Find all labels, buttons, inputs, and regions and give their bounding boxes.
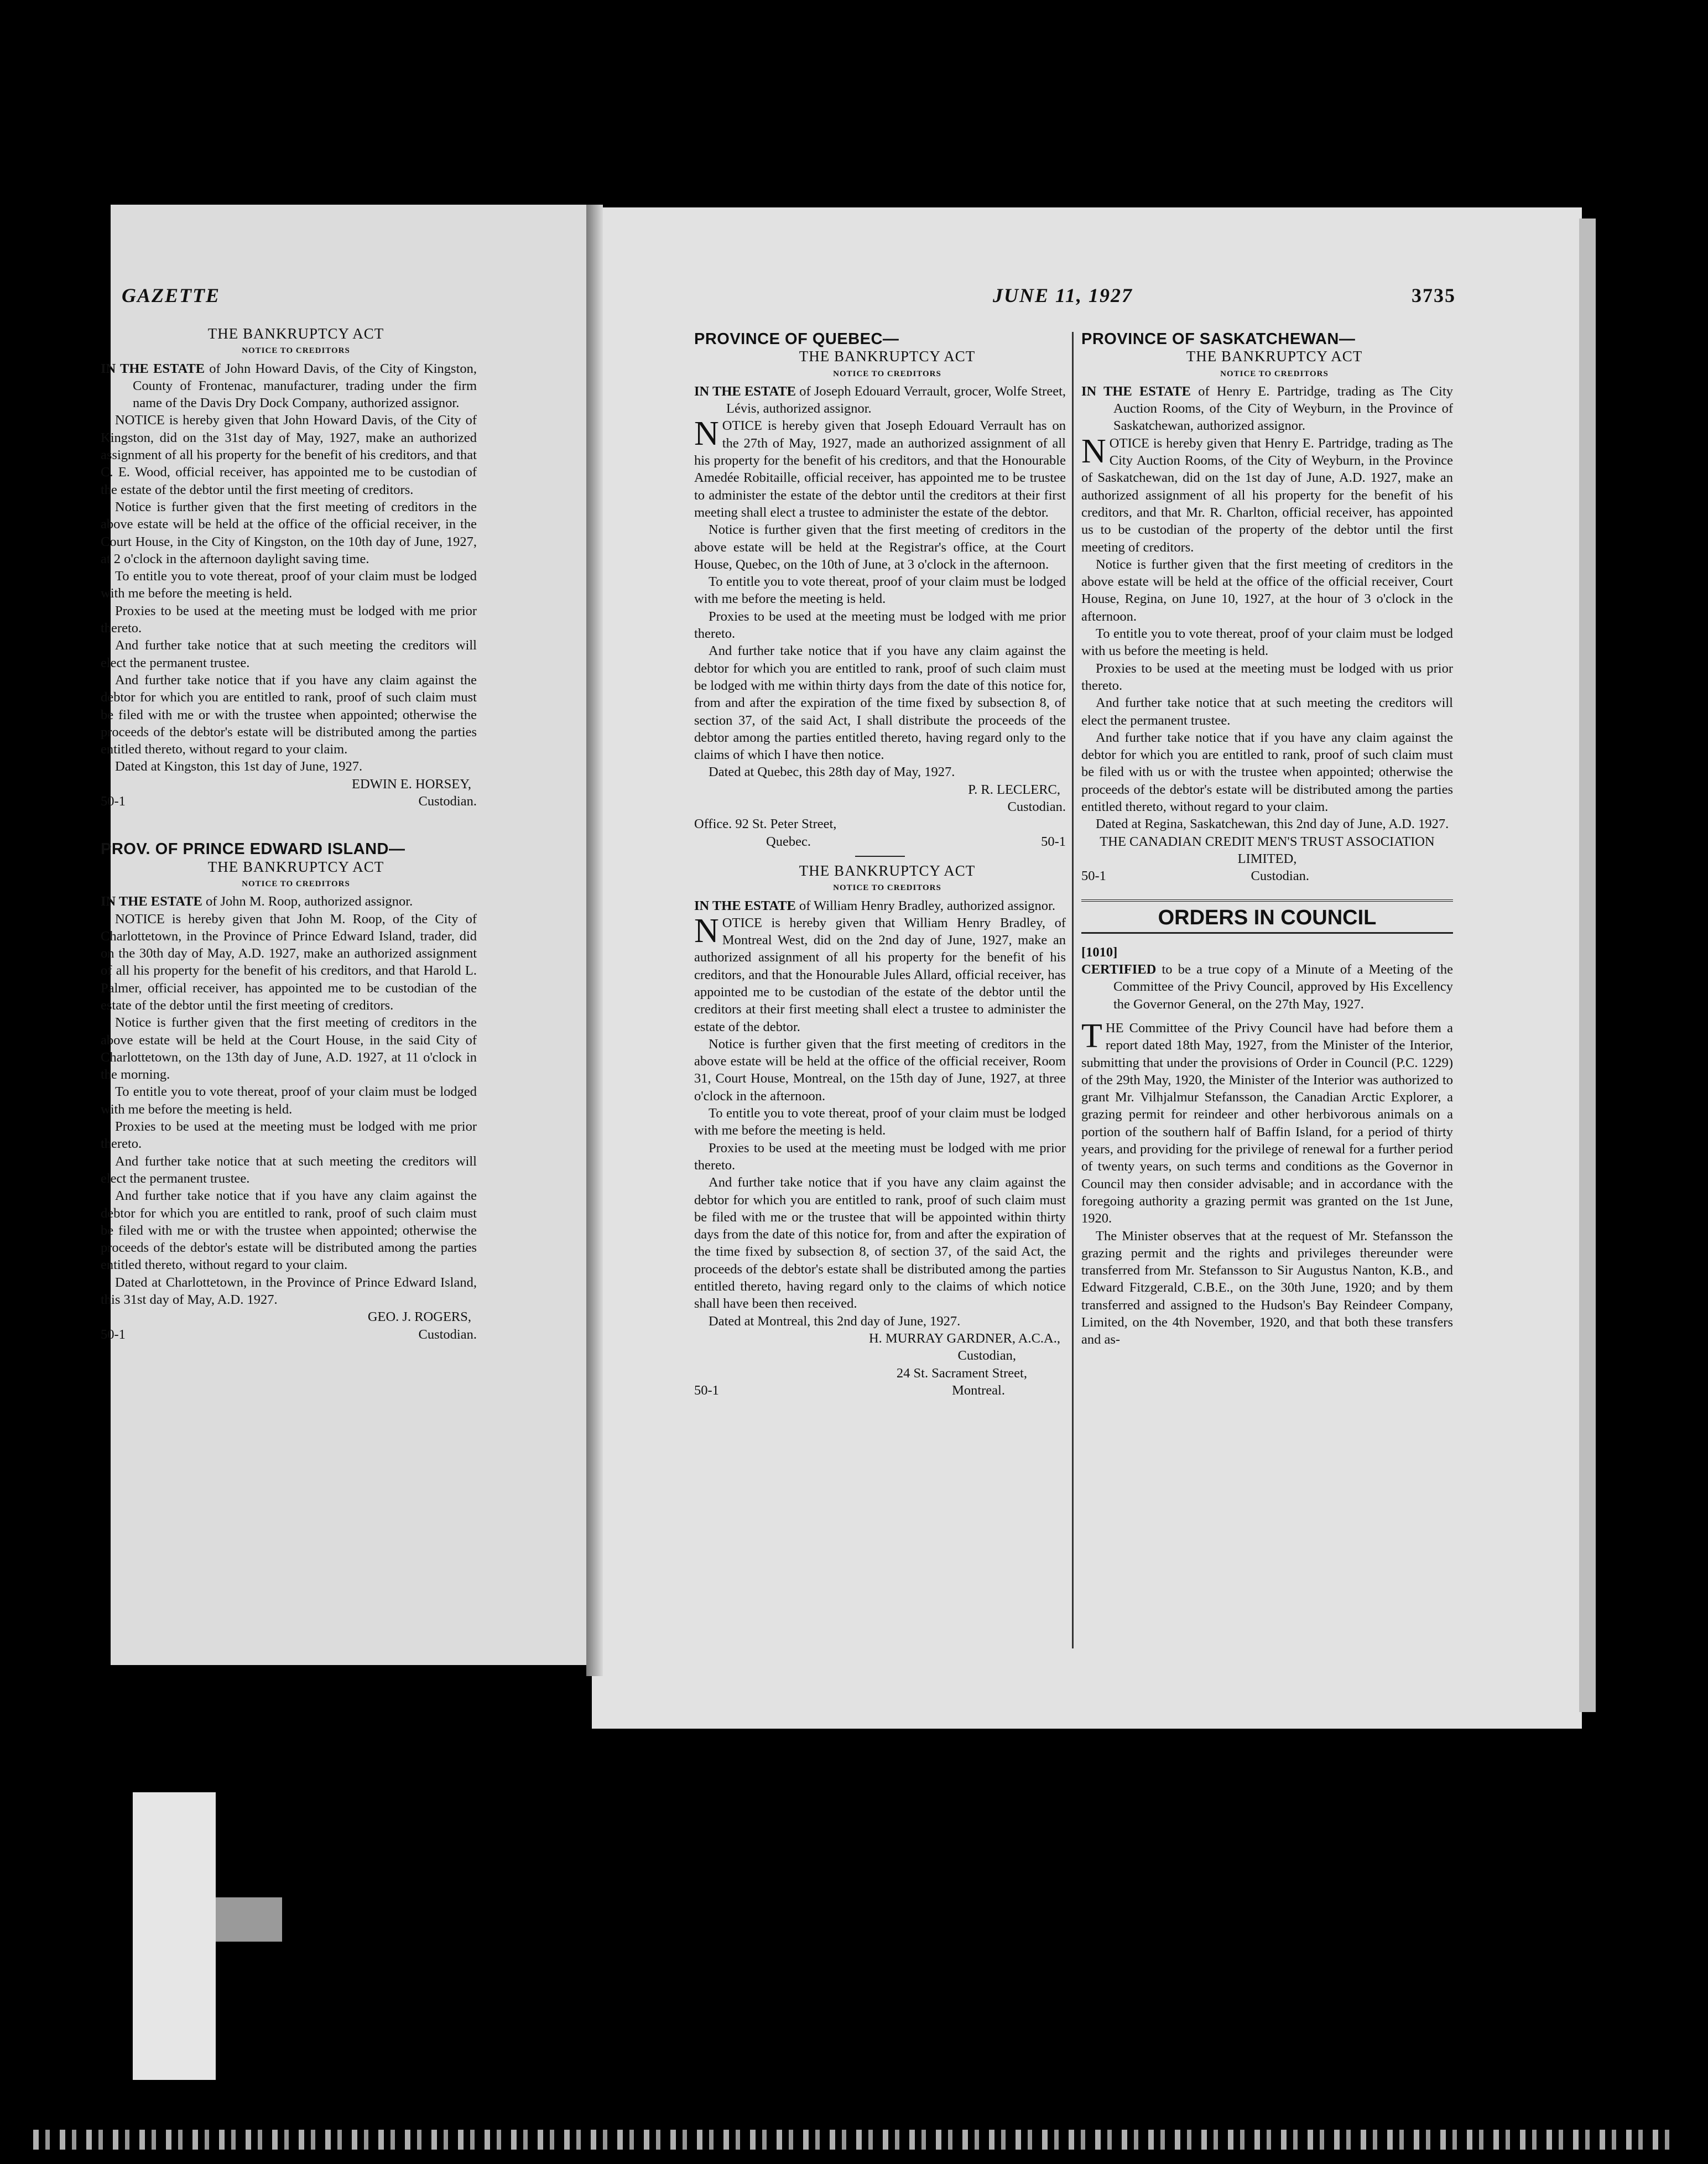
estate-line: IN THE ESTATE of Henry E. Partridge, trading as The City Auction Rooms, of the City of Weyburn, in the Province of Saskatchewan, authorized assignor. [1081, 383, 1453, 434]
signatory-role: Custodian. [418, 794, 477, 809]
signature-row [694, 1382, 1066, 1399]
notice-heading: NOTICE TO CREDITORS [242, 346, 350, 356]
notice-heading: NOTICE TO CREDITORS [1220, 369, 1329, 378]
signatory-name: THE CANADIAN CREDIT MEN'S TRUST ASSOCIATION LIMITED, [1100, 834, 1435, 866]
notice-heading: NOTICE TO CREDITORS [833, 883, 941, 893]
notice-number: 50-1 [1041, 834, 1066, 849]
notice-paragraph: NOTICE is hereby given that Henry E. Partridge, trading as The City Auction Rooms, of the City of Weyburn, in the Province of Saskatchewan, did on the 1st day of June, A.D. 1927, make an authorized assignment of all his property for the benefit of his creditors, and that Mr. R. Charlton, official receiver, has appointed us to be custodian of the property of the debtor until the first meeting of creditors. [1081, 432, 1453, 555]
dated-line: Dated at Kingston, this 1st day of June, 1927. [115, 759, 363, 774]
paragraph: Proxies to be used at the meeting must be lodged with us prior thereto. [1081, 660, 1453, 693]
notice-number: 50-1 [101, 794, 126, 809]
notice-number: 50-1 [694, 1382, 719, 1398]
paragraph: To entitle you to vote thereat, proof of your claim must be lodged with me before the meeting is held. [101, 1084, 477, 1117]
paragraph: And further take notice that if you have any claim against the debtor for which you are entitled to rank, proof of such claim must be lodged with me within thirty days from the date of this notice for, from and after the expiration of the time fixed by subsection 8, of section 37, of the said Act, I shall distribute the proceeds of the debtor among the parties entitled thereto, having regard only to the claims of which I have then notice. [694, 643, 1066, 763]
right-column [1081, 331, 1453, 1349]
paragraph: And further take notice that at such meeting the creditors will elect the permanent trustee. [101, 1153, 477, 1186]
notice-heading: NOTICE TO CREDITORS [242, 879, 350, 888]
dated-line: Dated at Charlottetown, in the Province of Prince Edward Island, this 31st day of May, A.D. 1927. [101, 1275, 477, 1308]
act-heading: THE BANKRUPTCY ACT [207, 858, 384, 875]
column-rule [1072, 332, 1074, 1648]
signatory-name: GEO. J. ROGERS, [367, 1309, 471, 1325]
signatory-name: EDWIN E. HORSEY, [352, 776, 471, 792]
left-column [101, 325, 477, 1664]
paragraph: To entitle you to vote thereat, proof of your claim must be lodged with us before the meeting is held. [1081, 626, 1453, 659]
running-head-left: GAZETTE [122, 284, 221, 306]
paragraph: Proxies to be used at the meeting must be lodged with me prior thereto. [694, 1140, 1066, 1173]
paragraph: And further take notice that at such meeting the creditors will elect the permanent trustee. [1081, 695, 1453, 728]
estate-line: IN THE ESTATE of John M. Roop, authorized assignor. [101, 894, 413, 909]
paragraph: And further take notice that at such meeting the creditors will elect the permanent trustee. [101, 638, 477, 670]
paragraph: Notice is further given that the first meeting of creditors in the above estate will be held at the Registrar's office, at the Court House, Quebec, on the 10th of June, at 3 o'clock in the afternoon. [694, 522, 1066, 572]
paragraph: And further take notice that if you have any claim against the debtor for which you are entitled to rank, proof of such claim must be filed with me or with the trustee when appointed; otherwise the proceeds of the debtor's estate will be distributed among the parties entitled thereto, without regard to your claim. [101, 672, 477, 757]
dated-line: Dated at Regina, Saskatchewan, this 2nd day of June, A.D. 1927. [1096, 816, 1449, 832]
estate-line: IN THE ESTATE of William Henry Bradley, authorized assignor. [694, 898, 1055, 913]
paragraph: Notice is further given that the first meeting of creditors in the above estate will be held at the office of the official receiver, Court House, Regina, on June 10, 1927, at the hour of 3 o'clock in the afternoon. [1081, 556, 1453, 624]
signatory-name: H. MURRAY GARDNER, A.C.A., [868, 1330, 1060, 1346]
notice-number: 50-1 [1081, 868, 1106, 884]
act-heading: THE BANKRUPTCY ACT [799, 348, 976, 365]
paragraph: The Minister observes that at the request of Mr. Stefansson the grazing permit and the rights and privileges thereunder were transferred from Mr. Stefansson to Sir Augustus Nanton, K.B., and Edward Fitzgerald, C.B.E., on the 30th June, 1920; and by them transferred and assigned to the Hudson's Bay Reindeer Company, Limited, on the 4th November, 1920, and that both these transfers and as- [1081, 1228, 1453, 1348]
page-fold [586, 205, 603, 1676]
paragraph: To entitle you to vote thereat, proof of your claim must be lodged with me before the meeting is held. [694, 1106, 1066, 1138]
drop-cap: N [694, 912, 719, 950]
office-city-row [694, 833, 1066, 850]
signature-row [1081, 867, 1453, 885]
signatory-city: Montreal. [952, 1382, 1005, 1398]
order-number: [1010] [1081, 944, 1118, 960]
paragraph: To entitle you to vote thereat, proof of your claim must be lodged with me before the meeting is held. [694, 574, 1066, 607]
running-head-date: JUNE 11, 1927 [993, 284, 1133, 306]
film-edge-noise [33, 2130, 1670, 2150]
dated-line: Dated at Quebec, this 28th day of May, 1927. [709, 764, 955, 780]
estate-line: IN THE ESTATE of John Howard Davis, of the City of Kingston, County of Frontenac, manufacturer, trading under the firm name of the Davis Dry Dock Company, authorized assignor. [101, 361, 477, 411]
page-number: 3735 [1412, 284, 1456, 306]
paragraph: Notice is further given that the first meeting of creditors in the above estate will be held at the Court House, in the said City of Charlottetown, on the 13th day of June, A.D. 1927, at 11 o'clock in the morning. [101, 1015, 477, 1083]
order-paragraph: THE Committee of the Privy Council have had before them a report dated 18th May, 1927, from the Minister of the Interior, submitting that under the provisions of Order in Council (P.C. 1229) of the 29th May, 1920, the Minister of the Interior was authorized to grant Mr. Vilhjalmur Stefansson, the Canadian Arctic Explorer, a grazing permit for reindeer and other herbivorous animals on a portion of the southern half of Baffin Island, for a period of thirty years, and providing for the privilege of renewal for a further period of twenty years, on such terms and conditions as the Governor in Council may then consider advisable; and in accordance with the foregoing authority a grazing permit was granted on the 1st June, 1920. [1081, 1017, 1453, 1226]
signatory-role: Custodian. [418, 1327, 477, 1342]
paragraph: To entitle you to vote thereat, proof of your claim must be lodged with me before the meeting is held. [101, 569, 477, 601]
paragraph: And further take notice that if you have any claim against the debtor for which you are entitled to rank, proof of such claim must be filed with us or with the trustee when appointed; otherwise the proceeds of the debtor's estate will be distributed among the parties entitled thereto, without regard to your claim. [1081, 730, 1453, 815]
middle-column [694, 331, 1066, 1399]
paragraph: Proxies to be used at the meeting must be lodged with me prior thereto. [101, 603, 477, 636]
notice-paragraph: NOTICE is hereby given that Joseph Edouard Verrault has on the 27th of May, 1927, made an authorized assignment of all his property for the benefit of his creditors, and that the Honourable Amedée Robitaille, official receiver, has appointed me to be trustee to administer the estate of the debtor until the creditors at their first meeting shall elect a trustee to administer the estate of the debtor. [694, 415, 1066, 520]
drop-cap: T [1081, 1017, 1102, 1055]
paragraph: Proxies to be used at the meeting must be lodged with me prior thereto. [101, 1119, 477, 1152]
paragraph: And further take notice that if you have any claim against the debtor for which you are entitled to rank, proof of such claim must be filed with me or with the trustee when appointed; otherwise the proceeds of the debtor's estate will be distributed among the parties entitled thereto, without regard to your claim. [101, 1188, 477, 1273]
signatory-address: 24 St. Sacrament Street, [896, 1365, 1027, 1381]
drop-cap: N [1081, 432, 1106, 470]
page-edge [1579, 219, 1596, 1712]
notice-heading: NOTICE TO CREDITORS [833, 369, 941, 378]
signatory-role: Custodian. [1007, 799, 1066, 815]
office-line: Office. 92 St. Peter Street, [694, 816, 837, 832]
act-heading: THE BANKRUPTCY ACT [799, 862, 976, 879]
paragraph: Proxies to be used at the meeting must be lodged with me prior thereto. [694, 608, 1066, 642]
notice-paragraph: NOTICE is hereby given that John M. Roop, of the City of Charlottetown, in the Province of Prince Edward Island, trader, did on the 30th day of May, A.D. 1927, make an authorized assignment of all his property for the benefit of his creditors, and that Harold L. Palmer, official receiver, has appointed me to be custodian of the estate of the debtor until the first meeting of creditors. [101, 911, 477, 1013]
province-heading: PROVINCE OF SASKATCHEWAN— [1081, 330, 1356, 348]
paragraph: Notice is further given that the first meeting of creditors in the above estate will be held at the office of the official receiver, in the Court House, in the City of Kingston, on the 10th day of June, 1927, at 2 o'clock in the afternoon daylight saving time. [101, 499, 477, 566]
notice-number: 50-1 [101, 1327, 126, 1342]
act-heading: THE BANKRUPTCY ACT [1186, 348, 1363, 365]
paragraph: And further take notice that if you have any claim against the debtor for which you are entitled to rank, proof of such claim must be filed with me or the trustee that will be appointed within thirty days from the date of this notice for, from and after the expiration of the time fixed by subsection 8, of section 37, of the said Act, the proceeds of the debtor's estate shall be distributed among the parties entitled thereto, having regard only to the claims of which notice shall have been then received. [694, 1175, 1066, 1312]
section-rule [855, 856, 905, 857]
notice-paragraph: NOTICE is hereby given that William Henry Bradley, of Montreal West, did on the 2nd day of June, 1927, make an authorized assignment of all his property for the benefit of his creditors, and that the Honourable Jules Allard, official receiver, has appointed me to be custodian of the estate of the debtor until the creditors at their first meeting shall elect a trustee to administer the estate of the debtor. [694, 912, 1066, 1034]
signatory-name: P. R. LECLERC, [968, 782, 1060, 797]
signature-row [101, 793, 477, 810]
signatory-role: Custodian. [1251, 868, 1309, 884]
paragraph: Notice is further given that the first meeting of creditors in the above estate will be held at the office of the official receiver, Room 31, Court House, Montreal, on the 15th day of June, 1927, at three o'clock in the afternoon. [694, 1036, 1066, 1104]
orders-in-council-heading: ORDERS IN COUNCIL [1081, 899, 1453, 934]
spacer [101, 810, 477, 841]
microfilm-tab-mark [216, 1897, 282, 1942]
drop-cap: N [694, 415, 719, 453]
notice-paragraph: NOTICE is hereby given that John Howard Davis, of the City of Kingston, did on the 31st day of May, 1927, make an authorized assignment of all his property for the benefit of his creditors, and that C. E. Wood, official receiver, has appointed me to be custodian of the estate of the debtor until the first meeting of creditors. [101, 413, 477, 497]
signature-row [101, 1326, 477, 1343]
province-heading: PROVINCE OF QUEBEC— [694, 330, 899, 348]
microfilm-tab [133, 1792, 216, 2080]
office-city: Quebec. [766, 834, 811, 849]
province-heading: PROV. OF PRINCE EDWARD ISLAND— [101, 840, 405, 859]
act-heading: THE BANKRUPTCY ACT [207, 325, 384, 342]
signatory-role: Custodian, [957, 1348, 1016, 1364]
certified-line: CERTIFIED to be a true copy of a Minute of a Meeting of the Committee of the Privy Council, approved by His Excellency the Governor General, on the 27th May, 1927. [1081, 962, 1453, 1012]
estate-line: IN THE ESTATE of Joseph Edouard Verrault, grocer, Wolfe Street, Lévis, authorized assignor. [694, 383, 1066, 417]
dated-line: Dated at Montreal, this 2nd day of June, 1927. [709, 1313, 961, 1329]
